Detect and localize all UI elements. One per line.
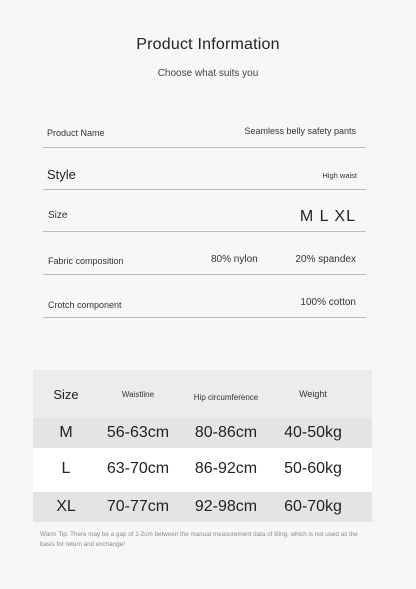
warm-tip-text: Warm Tip: There may be a gap of 1-2cm between the manual measurement data of tiling, which is not used as the basis for return and exchange! [40, 531, 358, 548]
crotch-row [43, 274, 366, 318]
hip-cell: 86-92cm [194, 460, 258, 477]
table-row [33, 418, 372, 448]
header-weight: Weight [299, 389, 327, 399]
header-size: Size [53, 386, 79, 402]
fabric-label: Fabric composition [48, 256, 124, 266]
table-row [33, 492, 372, 522]
size-chart-header-row [33, 370, 372, 418]
fabric-value-spandex: 20% spandex [295, 254, 356, 265]
style-value: High waist [322, 171, 357, 180]
waistline-cell: 63-70cm [106, 460, 170, 477]
fabric-row [43, 231, 366, 275]
size-chart-table [33, 370, 372, 522]
product-name-row [43, 118, 366, 148]
weight-cell: 50-60kg [284, 460, 342, 477]
header-hip-circumference: Hip circumference [193, 392, 259, 402]
waistline-cell: 56-63cm [106, 424, 170, 441]
size-row [43, 189, 366, 232]
weight-cell: 40-50kg [284, 424, 342, 441]
hip-cell: 92-98cm [194, 498, 258, 515]
page-title: Product Information [136, 36, 280, 53]
page-subtitle: Choose what suits you [157, 68, 259, 79]
header-waistline: Waistline [121, 389, 155, 399]
product-name-value: Seamless belly safety pants [244, 126, 356, 136]
style-row [43, 147, 366, 190]
crotch-label: Crotch component [48, 300, 122, 310]
crotch-value: 100% cotton [300, 297, 356, 308]
size-label: Size [48, 210, 68, 221]
size-cell: M [59, 424, 73, 441]
style-label: Style [47, 167, 76, 182]
waistline-cell: 70-77cm [106, 498, 170, 515]
hip-cell: 80-86cm [194, 424, 258, 441]
size-cell: L [61, 460, 71, 477]
product-name-label: Product Name [47, 128, 105, 138]
weight-cell: 60-70kg [284, 498, 342, 515]
size-cell: XL [56, 498, 76, 515]
fabric-value-nylon: 80% nylon [211, 254, 258, 265]
size-value: M L XL [299, 208, 356, 225]
table-row [33, 454, 372, 484]
